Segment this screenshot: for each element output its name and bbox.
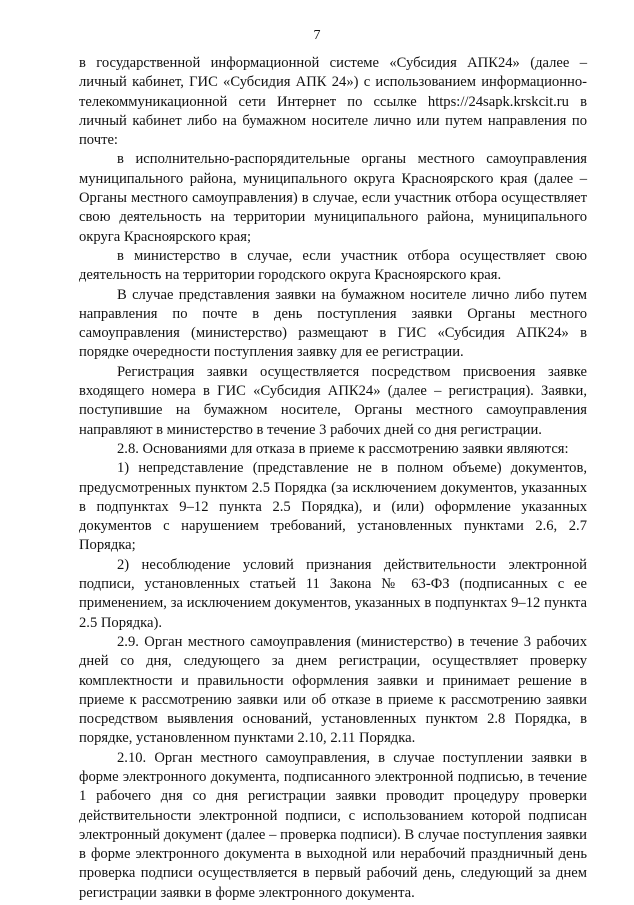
- paragraph-local-government: в исполнительно-распорядительные органы местного самоуправления муниципального района, муниципального округа Красноярского края (далее – Органы местного самоуправления) в случае, если участник отбора осуществляет свою деятельность на территории муниципального района, муниципального округа Красноярского края;: [79, 151, 587, 245]
- paragraph-paper-submission: В случае представления заявки на бумажном носителе лично либо путем направления по почте в день поступления заявки Органы местного самоуправления (министерство) размещают в ГИС «Субсидия АПК24» в порядке очередности поступления заявку для ее регистрации.: [79, 286, 587, 361]
- page-number: 7: [313, 28, 321, 43]
- paragraph-2-8-item-1: 1) непредставление (представление не в полном объеме) документов, предусмотренных пунктом 2.5 Порядка (за исключением документов, указанных в подпунктах 9–12 пункта 2.5 Порядка), и (или) оформление указанных документов с нарушением требований, установленных пунктами 2.6, 2.7 Порядка;: [79, 460, 587, 554]
- paragraph-2-9: 2.9. Орган местного самоуправления (министерство) в течение 3 рабочих дней со дня, следующего за днем регистрации, осуществляет проверку комплектности и правильности оформления заявки и принимает решение в приеме к рассмотрению заявки или об отказе в приеме к рассмотрению заявки посредством выявления оснований, установленных пунктом 2.8 Порядка, в порядке, установленном пунктами 2.10, 2.11 Порядка.: [79, 633, 587, 747]
- paragraph-2-8-heading: 2.8. Основаниями для отказа в приеме к рассмотрению заявки являются:: [117, 440, 569, 457]
- paragraph-2-10: 2.10. Орган местного самоуправления, в случае поступлении заявки в форме электронного документа, подписанного электронной подписью, в течение 1 рабочего дня со дня регистрации заявки проводит процедуру проверки действительности электронной подписи, с использованием которой подписан электронный документ (далее – проверка подписи). В случае поступления заявки в форме электронного документа в выходной или нерабочий праздничный день проверка подписи осуществляется в первый рабочий день, следующий за днем регистрации заявки в форме электронного документа.: [79, 749, 587, 901]
- paragraph-registration: Регистрация заявки осуществляется посредством присвоения заявке входящего номера в ГИС «Субсидия АПК24» (далее – регистрация). Заявки, поступившие на бумажном носителе, Органы местного самоуправления направляют в министерство в течение 3 рабочих дней со дня регистрации.: [79, 363, 587, 438]
- paragraph-submission-channels: в государственной информационной системе «Субсидия АПК24» (далее – личный кабинет, ГИС «Субсидия АПК 24») с использованием информационно-телекоммуникационной сети Интернет по ссылке https://24sapk.krskcit.ru в личный кабинет либо на бумажном носителе лично или путем направления по почте:: [79, 55, 587, 149]
- document-body: [79, 54, 587, 903]
- paragraph-ministry: в министерство в случае, если участник отбора осуществляет свою деятельность на территории городского округа Красноярского края.: [79, 247, 587, 284]
- paragraph-2-8-item-2: 2) несоблюдение условий признания действительности электронной подписи, установленных статьей 11 Закона № 63-ФЗ (подписанных с ее применением, за исключением документов, указанных в подпунктах 9–12 пункта 2.5 Порядка).: [79, 556, 587, 631]
